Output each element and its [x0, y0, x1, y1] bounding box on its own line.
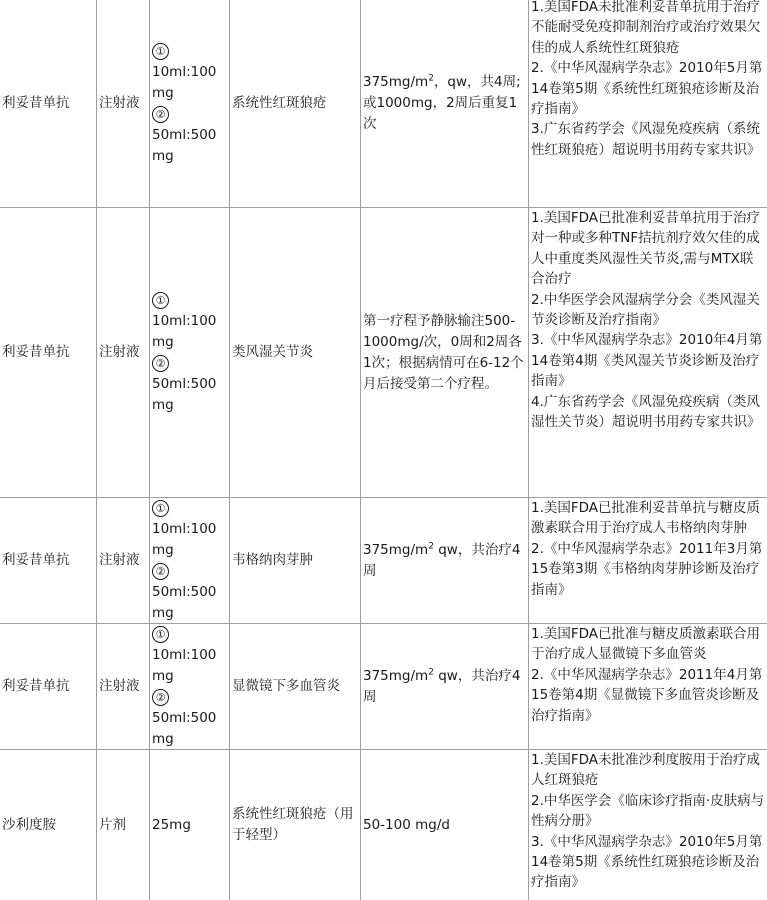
- reference-item: 1.美国FDA已批准利妥昔单抗与糖皮质激素联合用于治疗成人韦格纳肉芽肿: [531, 500, 761, 537]
- table-row: [0, 208, 767, 498]
- reference-item: 2.中华医学会风湿病学分会《类风湿关节炎诊断及治疗指南》: [531, 291, 760, 329]
- circled-number-1: ①: [152, 43, 169, 60]
- table-row: [0, 0, 767, 208]
- reference-item: 1.美国FDA未批准利妥昔单抗用于治疗不能耐受免疫抑制剂治疗或治疗效果欠佳的成人系统性红斑狼疮: [531, 0, 761, 56]
- dosage-usage: 50-100 mg/d: [361, 750, 529, 900]
- dosage-form: 注射液: [97, 0, 150, 207]
- table-row: [0, 498, 767, 624]
- dosage-form: 注射液: [97, 208, 150, 497]
- circled-number-2: ②: [152, 106, 169, 123]
- reference-item: 1.美国FDA未批准沙利度胺用于治疗成人红斑狼疮: [531, 752, 761, 789]
- reference-item: 3.《中华风湿病学杂志》2010年4月第14卷第4期《类风湿关节炎诊断及治疗指南》: [531, 332, 763, 390]
- indication: 韦格纳肉芽肿: [230, 498, 361, 623]
- dosage-usage: $375mg/m^2$ qw，共治疗4周: [361, 624, 529, 749]
- circled-number-1: ①: [152, 626, 169, 643]
- dosage-usage: 第一疗程予静脉输注500-1000mg/次，0周和2周各1次；根据病情可在6-12个月后接受第二个疗程。: [361, 208, 529, 497]
- references: [529, 208, 767, 497]
- drug-name: 利妥昔单抗: [0, 0, 97, 207]
- reference-item: 4.广东省药学会《风湿免疫疾病（类风湿性关节炎）超说明书用药专家共识》: [531, 393, 761, 431]
- specification: ① 10ml:100 mg ② 50ml:500 mg: [150, 0, 230, 207]
- references: [529, 624, 767, 749]
- reference-item: 3.广东省药学会《风湿免疫疾病（系统性红斑狼疮）超说明书用药专家共识》: [531, 121, 761, 158]
- indication: 系统性红斑狼疮: [230, 0, 361, 207]
- specification: ① 10ml:100 mg ② 50ml:500 mg: [150, 498, 230, 623]
- reference-item: 2.《中华风湿病学杂志》2010年5月第14卷第5期《系统性红斑狼疮诊断及治疗指南》: [531, 60, 763, 118]
- references: [529, 750, 767, 900]
- dosage-usage: $375mg/m^2$，qw，共4周;或1000mg，2周后重复1次: [361, 0, 529, 207]
- circled-number-1: ①: [152, 292, 169, 309]
- reference-item: 2.《中华风湿病学杂志》2011年3月第15卷第3期《韦格纳肉芽肿诊断及治疗指南》: [531, 540, 763, 598]
- reference-item: 1.美国FDA已批准利妥昔单抗用于治疗对一种或多种TNF拮抗剂疗效欠佳的成人中重度类风湿性关节炎,需与MTX联合治疗: [531, 210, 761, 288]
- dosage-form: 片剂: [97, 750, 150, 900]
- table-row: [0, 750, 767, 900]
- reference-item: 2.中华医学会《临床诊疗指南·皮肤病与性病分册》: [531, 792, 765, 830]
- circled-number-2: ②: [152, 355, 169, 372]
- indication: 类风湿关节炎: [230, 208, 361, 497]
- indication: 系统性红斑狼疮（用于轻型）: [230, 750, 361, 900]
- drug-name: 沙利度胺: [0, 750, 97, 900]
- specification: ① 10ml:100 mg ② 50ml:500 mg: [150, 624, 230, 749]
- circled-number-2: ②: [152, 689, 169, 706]
- dosage-form: 注射液: [97, 624, 150, 749]
- drug-name: 利妥昔单抗: [0, 624, 97, 749]
- table-row: [0, 624, 767, 750]
- reference-item: 1.美国FDA已批准与糖皮质激素联合用于治疗成人显微镜下多血管炎: [531, 626, 761, 663]
- references: [529, 0, 767, 207]
- drug-name: 利妥昔单抗: [0, 498, 97, 623]
- dosage-usage: $375mg/m^2$ qw，共治疗4周: [361, 498, 529, 623]
- circled-number-2: ②: [152, 563, 169, 580]
- specification: ① 10ml:100 mg ② 50ml:500 mg: [150, 208, 230, 497]
- drug-name: 利妥昔单抗: [0, 208, 97, 497]
- specification: 25mg: [150, 750, 230, 900]
- indication: 显微镜下多血管炎: [230, 624, 361, 749]
- reference-item: 3.《中华风湿病学杂志》2010年5月第14卷第5期《系统性红斑狼疮诊断及治疗指南》: [531, 833, 763, 891]
- dosage-form: 注射液: [97, 498, 150, 623]
- circled-number-1: ①: [152, 500, 169, 517]
- reference-item: 2.《中华风湿病学杂志》2011年4月第15卷第4期《显微镜下多血管炎诊断及治疗指南》: [531, 666, 763, 724]
- references: [529, 498, 767, 623]
